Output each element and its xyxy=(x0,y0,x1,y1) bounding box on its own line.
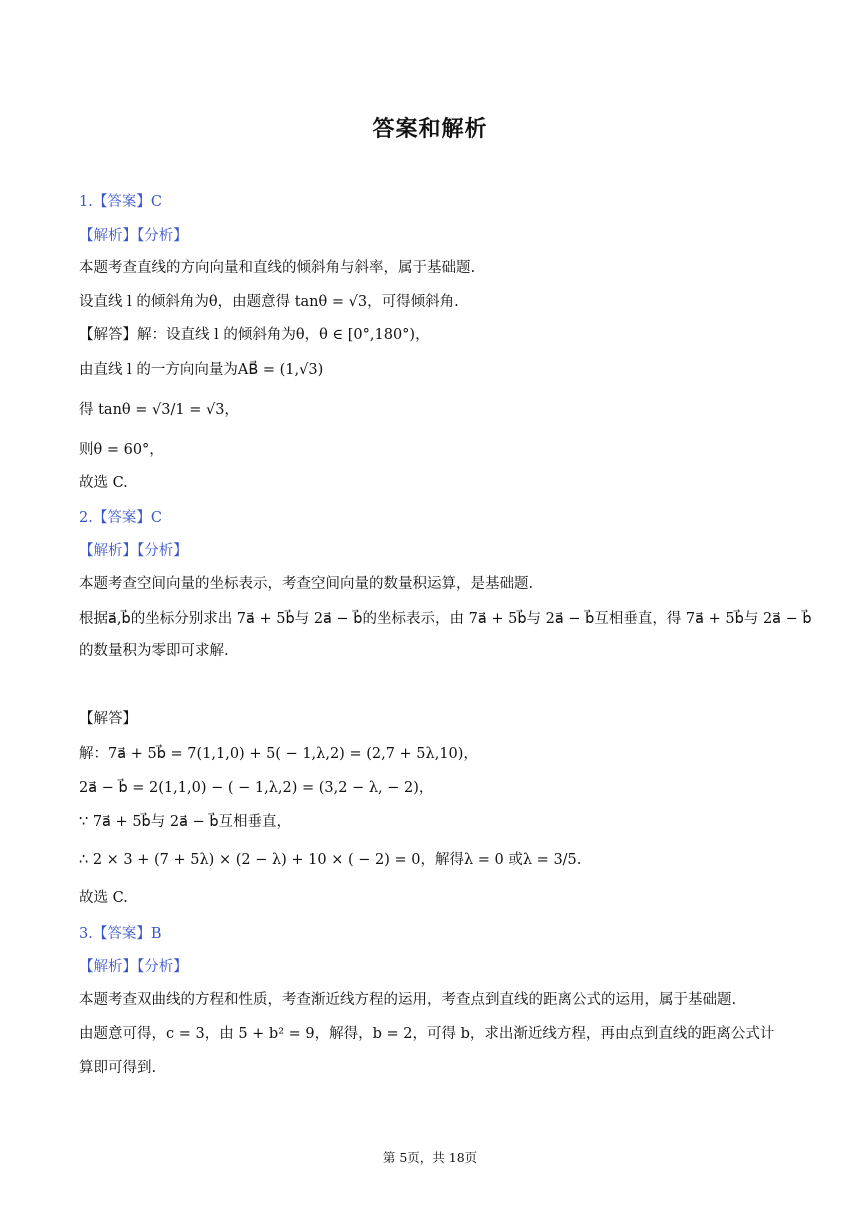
text-line: 故选 C. xyxy=(79,890,128,906)
page-footer: 第 5页，共 18页 xyxy=(382,1150,478,1165)
text-line: 由题意可得，c = 3，由 5 + b² = 9，解得，b = 2，可得 b，求出渐近线方程，再由点到直线的距离公式计 xyxy=(79,1026,775,1042)
text-line: 3.【答案】B xyxy=(79,926,162,942)
text-line: 【解析】【分析】 xyxy=(79,543,188,559)
text-line: 本题考查双曲线的方程和性质，考查渐近线方程的运用，考查点到直线的距离公式的运用，属于基础题. xyxy=(79,992,737,1008)
text-line: 【解答】 xyxy=(79,711,137,727)
text-line: 1.【答案】C xyxy=(79,194,162,210)
text-line: 2a⃗ − b⃗ = 2(1,1,0) − ( − 1,λ,2) = (3,2 − λ, − 2)， xyxy=(79,780,434,796)
text-line: 的数量积为零即可求解. xyxy=(79,643,229,659)
text-line: 解：7a⃗ + 5b⃗ = 7(1,1,0) + 5( − 1,λ,2) = (2,7 + 5λ,10)， xyxy=(79,746,478,762)
text-line: 2.【答案】C xyxy=(79,510,162,526)
text-line: 【解析】【分析】 xyxy=(79,959,188,975)
text-line: 由直线 l 的一方向向量为AB⃗ = (1,√3) xyxy=(79,362,324,378)
text-line: 得 tanθ = √3/1 = √3， xyxy=(79,402,239,418)
text-line: 根据a⃗,b⃗的坐标分别求出 7a⃗ + 5b⃗与 2a⃗ − b⃗的坐标表示，由 7a⃗ + 5b⃗与 2a⃗ − b⃗互相垂直，得 7a⃗ + 5b⃗与 2a⃗ − b⃗ xyxy=(79,611,812,627)
text-line: 设直线 l 的倾斜角为θ，由题意得 tanθ = √3，可得倾斜角. xyxy=(79,294,459,310)
text-line: 故选 C. xyxy=(79,475,128,491)
text-line: 本题考查直线的方向向量和直线的倾斜角与斜率，属于基础题. xyxy=(79,260,476,276)
text-line: 算即可得到. xyxy=(79,1060,157,1076)
text-line: ∴ 2 × 3 + (7 + 5λ) × (2 − λ) + 10 × ( − 2) = 0，解得λ = 0 或λ = 3/5. xyxy=(79,852,582,868)
text-line: 则θ = 60°， xyxy=(79,442,164,458)
page-title: 答案和解析 xyxy=(372,117,488,142)
text-line: 本题考查空间向量的坐标表示，考查空间向量的数量积运算，是基础题. xyxy=(79,576,534,592)
text-line: ∵ 7a⃗ + 5b⃗与 2a⃗ − b⃗互相垂直， xyxy=(79,814,292,830)
text-line: 【解答】解：设直线 l 的倾斜角为θ，θ ∈ [0°,180°)， xyxy=(79,327,430,343)
text-line: 【解析】【分析】 xyxy=(79,228,188,244)
